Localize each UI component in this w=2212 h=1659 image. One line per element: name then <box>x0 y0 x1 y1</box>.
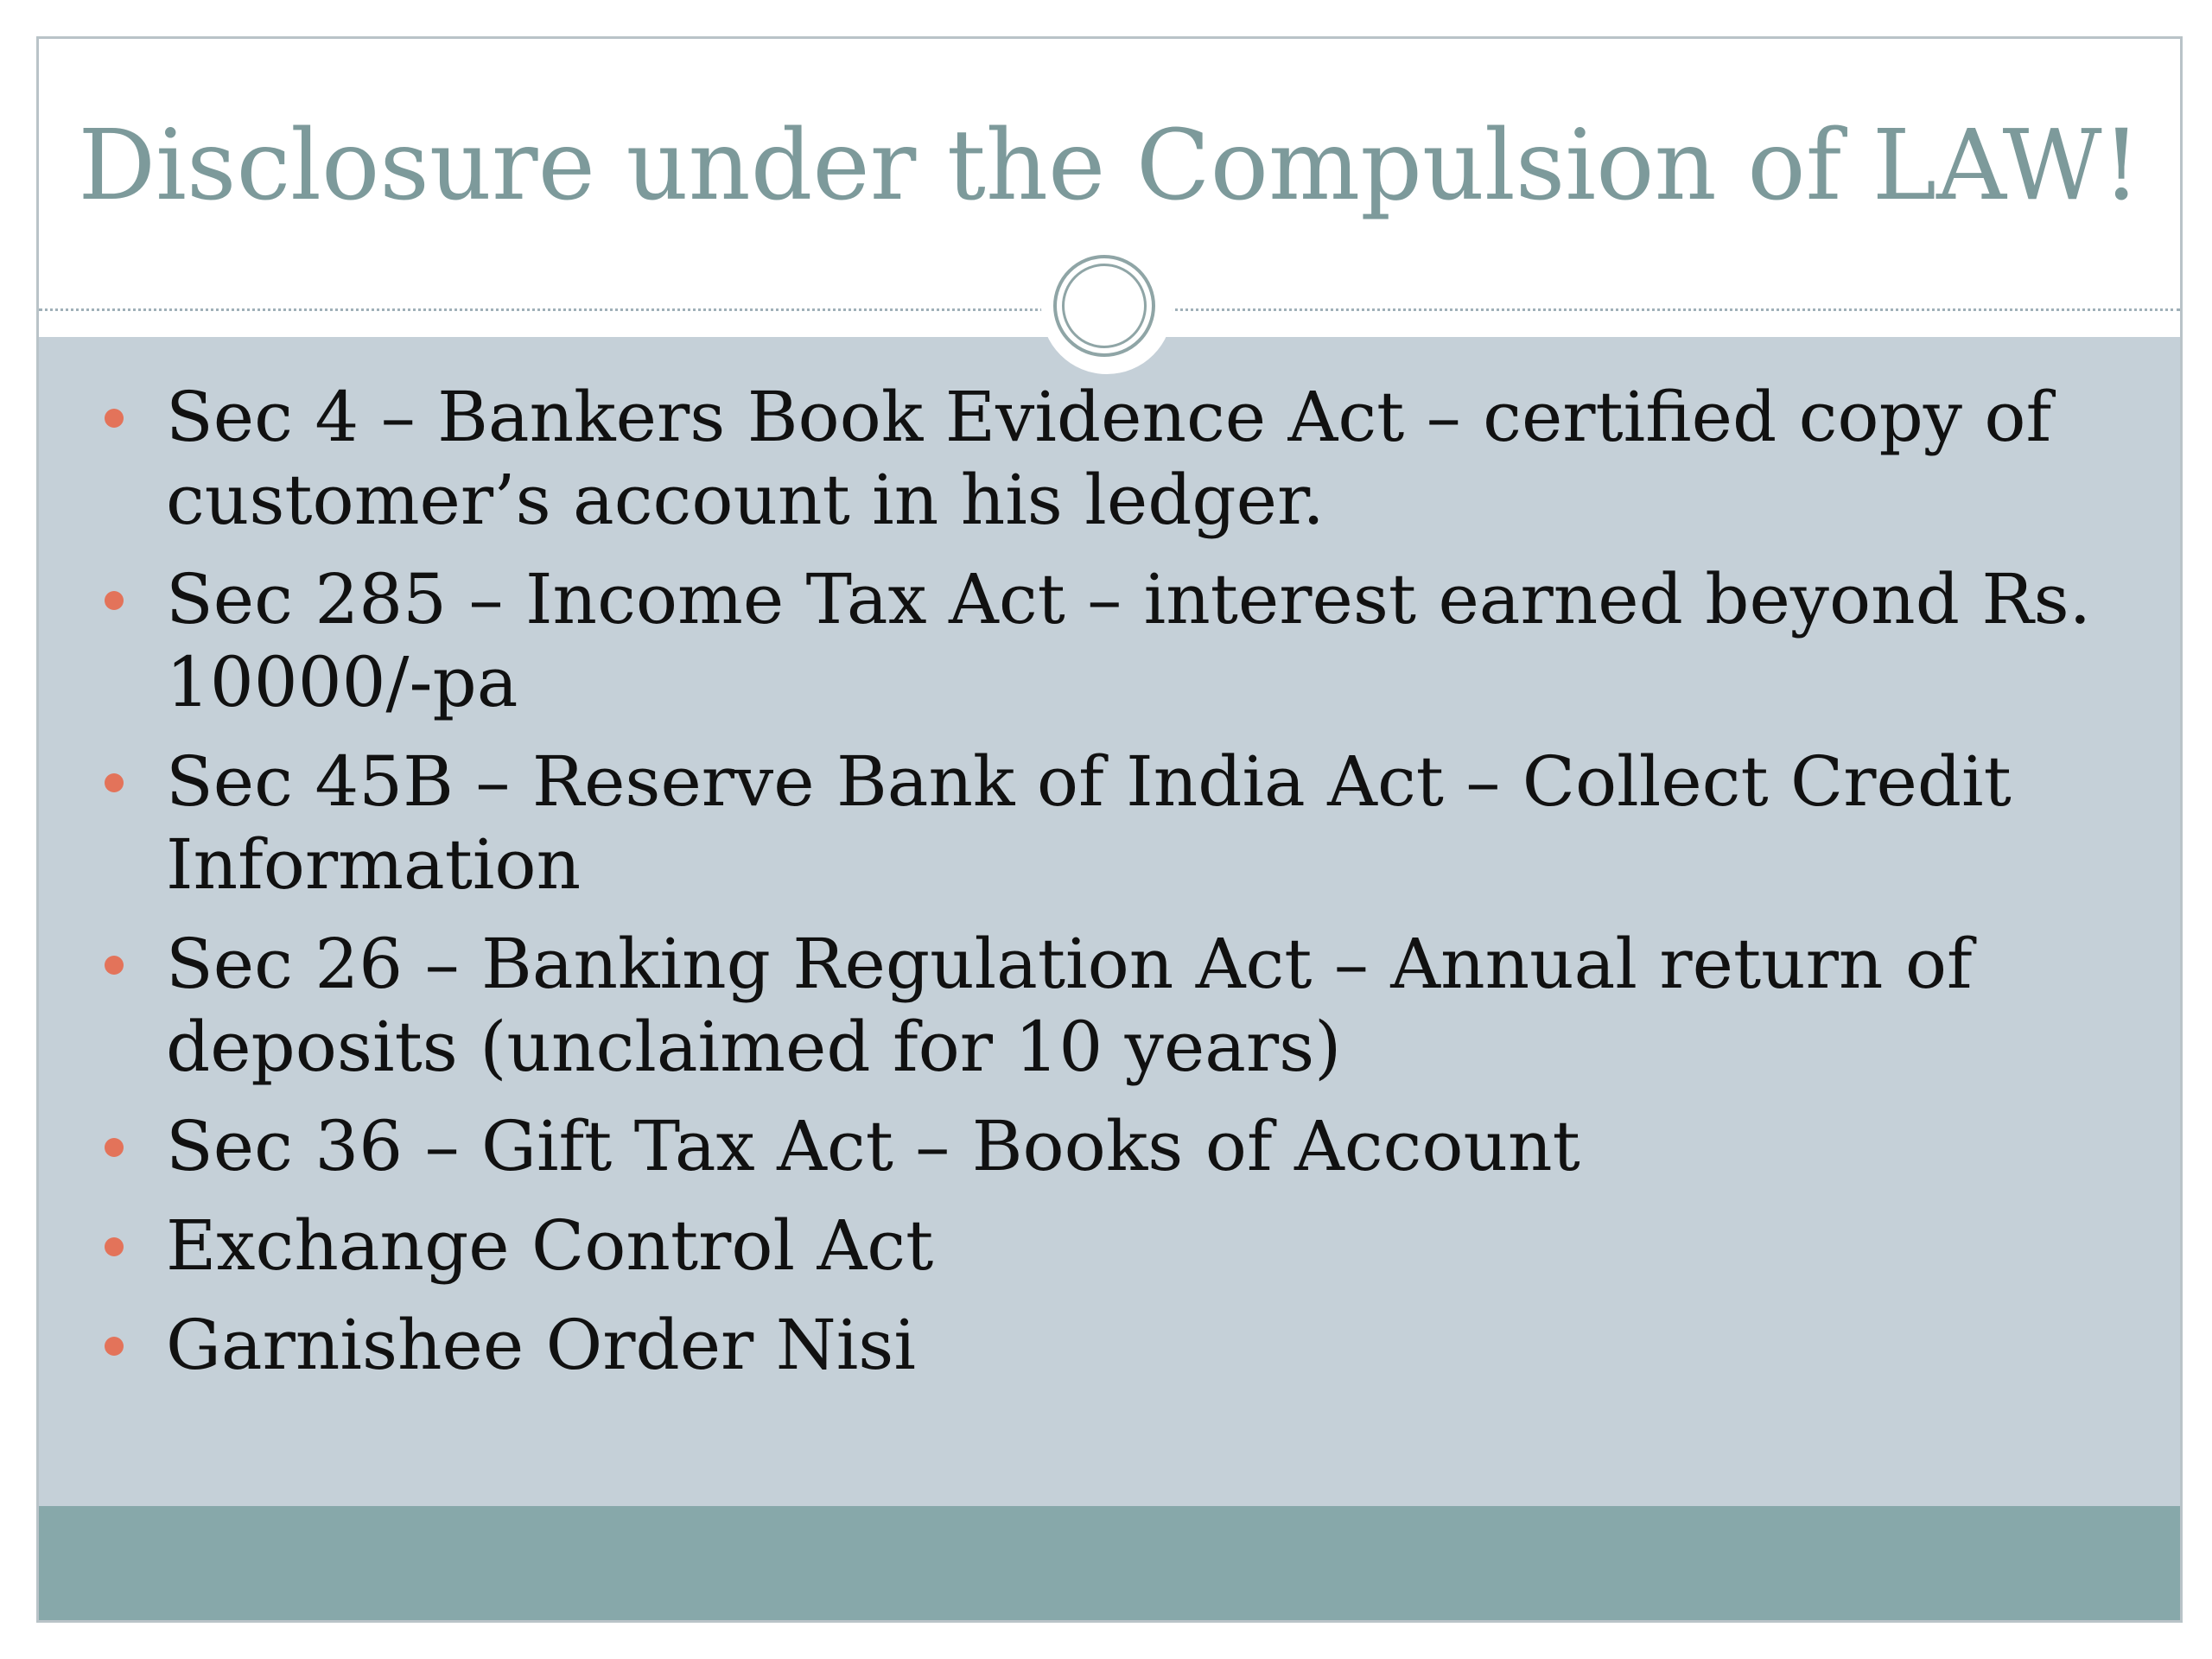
bullet-item-2 <box>39 558 2180 724</box>
bullet-item-1 <box>39 376 2180 542</box>
dot-bullet-icon <box>105 773 124 792</box>
slide-title: Disclosure under the Compulsion of LAW! <box>78 110 2141 222</box>
bullet-item-4 <box>39 923 2180 1089</box>
bullet-item-5 <box>39 1105 2180 1188</box>
dot-bullet-icon <box>105 409 124 428</box>
slide <box>36 36 2183 1623</box>
bullet-text: Sec 45B – Reserve Bank of India Act – Collect Credit Information <box>166 741 2012 905</box>
footer-band <box>39 1506 2180 1623</box>
bullet-item-6 <box>39 1205 2180 1287</box>
dot-bullet-icon <box>105 1138 124 1157</box>
double-ring-icon <box>1041 243 1173 374</box>
dot-bullet-icon <box>105 591 124 610</box>
dot-bullet-icon <box>105 1237 124 1256</box>
bullet-item-7 <box>39 1304 2180 1387</box>
bullet-text: Sec 285 – Income Tax Act – interest earned beyond Rs. 10000/-pa <box>166 559 2092 722</box>
bullet-list <box>39 376 2180 1403</box>
dot-bullet-icon <box>105 1337 124 1356</box>
bullet-text: Sec 36 – Gift Tax Act – Books of Account <box>166 1106 1580 1186</box>
dot-bullet-icon <box>105 956 124 975</box>
bullet-text: Exchange Control Act <box>166 1205 934 1286</box>
bullet-text: Garnishee Order Nisi <box>166 1305 916 1385</box>
bullet-text: Sec 4 – Bankers Book Evidence Act – certified copy of customer’s account in his ledger. <box>166 377 2052 540</box>
bullet-text: Sec 26 – Banking Regulation Act – Annual return of deposits (unclaimed for 10 years) <box>166 924 1973 1087</box>
bullet-item-3 <box>39 741 2180 906</box>
